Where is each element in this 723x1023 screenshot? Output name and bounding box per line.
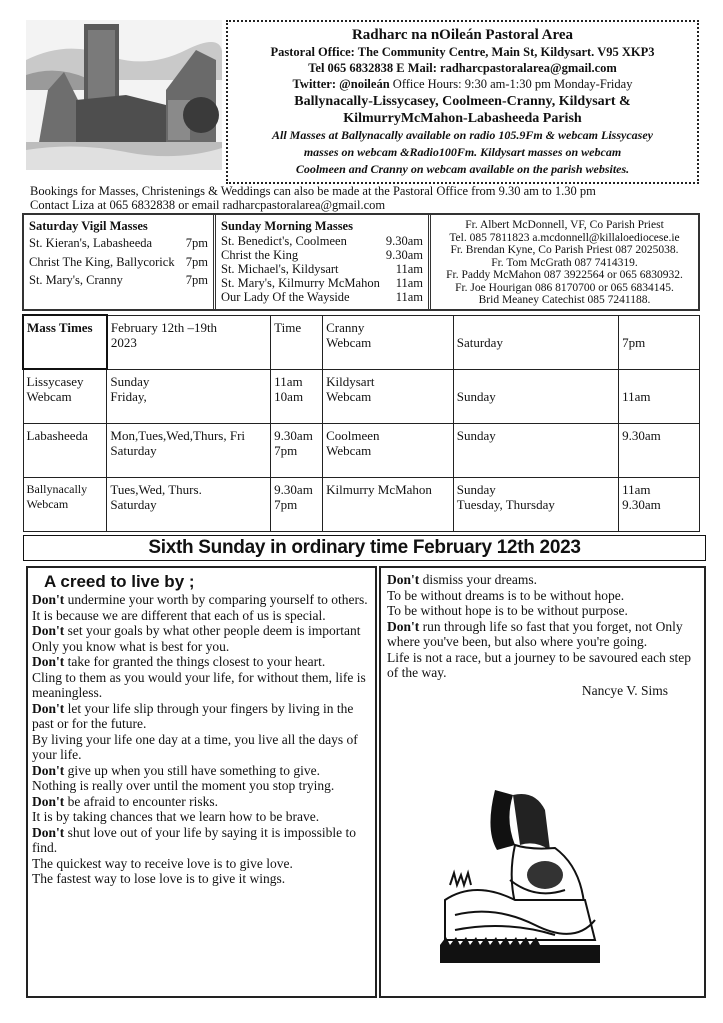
mass-times-cell: Ballynacally Webcam — [23, 477, 107, 531]
clergy-line: Fr. Brendan Kyne, Co Parish Priest 087 2025038. — [450, 244, 679, 256]
mass-times-cell: 11am 10am — [271, 369, 323, 423]
mass-times-cell: Mon,Tues,Wed,Thurs, Fri Saturday — [107, 423, 271, 477]
sunday-morning-masses — [216, 215, 431, 309]
creed-text: set your goals by what other people deem is important — [64, 623, 361, 638]
creed-text: To be without dreams is to be without hope. — [387, 587, 625, 603]
creed-emphasis: Don't — [32, 700, 65, 716]
sunday-mass-item — [221, 290, 423, 304]
clergy-line: Tel. 085 7811823 a.mcdonnell@killaloediocese.ie — [449, 231, 680, 244]
creed-emphasis: Don't — [32, 592, 65, 607]
mass-place: St. Mary's, Kilmurry McMahon — [221, 276, 380, 290]
office-hours: Office Hours: 9:30 am-1:30 pm Monday-Friday — [389, 77, 633, 91]
mass-time: 9.30am — [385, 234, 423, 248]
mass-times-cell: 11am — [619, 369, 700, 423]
creed-line — [32, 763, 371, 779]
creed-emphasis: Don't — [387, 618, 420, 634]
mass-times-cell: Sunday Tuesday, Thursday — [453, 477, 618, 531]
mother-and-child-illustration — [435, 790, 605, 975]
mass-times-header-row — [23, 315, 700, 369]
mass-times-row — [23, 477, 700, 531]
mass-time: 7pm — [185, 273, 208, 287]
mass-times-cell: Time — [271, 315, 323, 369]
church-ruins-illustration — [26, 20, 222, 170]
creed-line — [32, 670, 371, 701]
broadcast-note-line1: All Masses at Ballynacally available on radio 105.9Fm & webcam Lissycasey — [272, 128, 653, 142]
creed-text: Life is not a race, but a journey to be savoured each step of the way. — [387, 649, 692, 680]
mass-place: St. Kieran's, Labasheeda — [29, 236, 153, 250]
creed-emphasis: Don't — [32, 654, 65, 669]
creed-text: To be without hope is to be without purpose. — [387, 603, 628, 618]
bookings-info — [30, 184, 596, 212]
creed-line — [32, 825, 371, 856]
church-ruins-icon — [26, 20, 222, 170]
creed-line — [387, 603, 698, 619]
vigil-heading: Saturday Vigil Masses — [29, 219, 148, 233]
clergy-line: Fr. Tom McGrath 087 7414319. — [491, 256, 638, 269]
creed-text: Nothing is really over until the moment you stop trying. — [32, 778, 335, 793]
creed-text: shut love out of your life by saying it is impossible to find. — [32, 824, 356, 855]
parish-names-line2: KilmurryMcMahon-Labasheeda Parish — [343, 111, 582, 126]
contact-line: Contact Liza at 065 6832838 or email radharcpastoralarea@gmail.com — [30, 198, 386, 212]
mass-place: Christ the King — [221, 248, 299, 262]
clergy-line: Fr. Joe Hourigan 086 8170700 or 065 6834145. — [455, 281, 674, 294]
mass-time: 7pm — [185, 254, 208, 269]
mass-time: 7pm — [185, 236, 208, 250]
vigil-mass-item — [29, 234, 208, 253]
mass-times-cell: Mass Times — [23, 315, 107, 369]
mother-child-icon — [435, 790, 605, 975]
creed-line — [387, 650, 698, 681]
office-contact: Tel 065 6832838 E Mail: radharcpastoralarea@gmail.com — [308, 61, 617, 75]
liturgical-date-banner: Sixth Sunday in ordinary time February 12th 2023 — [23, 535, 706, 561]
creed-emphasis: Don't — [32, 762, 65, 778]
mass-times-cell: Sunday — [453, 369, 618, 423]
creed-emphasis: Don't — [32, 793, 65, 809]
creed-line — [32, 732, 371, 763]
mass-times-row — [23, 423, 700, 477]
vigil-mass-item — [29, 253, 208, 272]
creed-line — [32, 654, 371, 670]
mass-times-cell: Sunday — [453, 423, 618, 477]
mass-place: St. Mary's, Cranny — [29, 273, 123, 287]
sunday-mass-item — [221, 234, 423, 248]
weekend-masses-panel — [22, 213, 700, 311]
broadcast-note-line3: Coolmeen and Cranny on webcam available on the parish websites. — [295, 162, 630, 176]
creed-emphasis: Don't — [32, 623, 65, 638]
creed-text: Cling to them as you would your life, for without them, life is meaningless. — [32, 669, 366, 700]
mass-times-cell: 9.30am 7pm — [271, 423, 323, 477]
mass-times-cell: 11am 9.30am — [619, 477, 700, 531]
creed-line — [32, 809, 371, 825]
creed-author: Nancye V. Sims — [581, 682, 668, 698]
mass-times-cell: Cranny Webcam — [323, 315, 454, 369]
clergy-line: Fr. Albert McDonnell, VF, Co Parish Priest — [465, 219, 664, 231]
creed-line — [32, 778, 371, 794]
mass-time: 11am — [395, 262, 423, 276]
creed-left-column — [26, 566, 377, 998]
creed-line — [32, 856, 371, 872]
creed-line — [32, 639, 371, 655]
office-address: Pastoral Office: The Community Centre, Main St, Kildysart. V95 XKP3 — [270, 45, 655, 59]
mass-place: St. Benedict's, Coolmeen — [221, 234, 347, 248]
creed-text: undermine your worth by comparing yourself to others. — [64, 592, 368, 607]
sunday-heading: Sunday Morning Masses — [221, 219, 353, 233]
mass-times-cell: February 12th –19th 2023 — [107, 315, 271, 369]
saturday-vigil-masses — [24, 215, 216, 309]
sunday-mass-item — [221, 248, 423, 262]
bookings-line: Bookings for Masses, Christenings & Weddings can also be made at the Pastoral Office from 9.30 am to 1.30 pm — [30, 184, 596, 198]
mass-place: Christ The King, Ballycorick — [29, 254, 175, 269]
mass-times-cell: 7pm — [619, 315, 700, 369]
clergy-line: Fr. Paddy McMahon 087 3922564 or 065 6830932. — [446, 269, 683, 281]
clergy-contacts — [431, 215, 698, 309]
creed-line — [387, 619, 698, 650]
mass-time: 11am — [395, 290, 423, 304]
mass-times-cell: Kilmurry McMahon — [323, 477, 454, 531]
twitter-handle[interactable]: Twitter: @noileán — [292, 77, 390, 91]
creed-line — [32, 701, 371, 732]
creed-line — [387, 572, 698, 588]
mass-time: 9.30am — [385, 248, 423, 262]
creed-title: A creed to live by ; — [44, 572, 195, 591]
creed-line — [32, 592, 371, 608]
mass-times-cell: 9.30am 7pm — [271, 477, 323, 531]
mass-times-cell: Lissycasey Webcam — [23, 369, 107, 423]
mass-times-row — [23, 369, 700, 423]
sunday-mass-item — [221, 262, 423, 276]
broadcast-note-line2: masses on webcam &Radio100Fm. Kildysart masses on webcam — [303, 145, 622, 159]
creed-text: It is by taking chances that we learn how to be brave. — [32, 809, 320, 824]
mass-times-table — [22, 314, 700, 532]
creed-text: Only you know what is best for you. — [32, 638, 230, 654]
mass-place: Our Lady Of the Wayside — [221, 290, 350, 304]
creed-line — [32, 871, 371, 887]
creed-text: be afraid to encounter risks. — [64, 793, 218, 809]
pastoral-area-header — [226, 20, 699, 184]
mass-time: 11am — [395, 276, 423, 290]
creed-line — [32, 608, 371, 624]
creed-line — [32, 623, 371, 639]
creed-text: By living your life one day at a time, you live all the days of your life. — [32, 731, 358, 762]
creed-line — [32, 794, 371, 810]
creed-emphasis: Don't — [32, 824, 65, 840]
mass-times-cell: Saturday — [453, 315, 618, 369]
sunday-mass-item — [221, 276, 423, 290]
mass-times-cell: Kildysart Webcam — [323, 369, 454, 423]
creed-emphasis: Don't — [387, 572, 420, 587]
creed-text: dismiss your dreams. — [419, 572, 538, 587]
mass-times-cell: Sunday Friday, — [107, 369, 271, 423]
clergy-line: Brid Meaney Catechist 085 7241188. — [478, 294, 651, 306]
vigil-mass-item — [29, 271, 208, 290]
creed-text: take for granted the things closest to your heart. — [64, 654, 326, 669]
mass-times-cell: Coolmeen Webcam — [323, 423, 454, 477]
mass-times-cell: Tues,Wed, Thurs. Saturday — [107, 477, 271, 531]
creed-text: It is because we are different that each of us is special. — [32, 607, 326, 623]
pastoral-area-title: Radharc na nOileán Pastoral Area — [351, 27, 574, 43]
creed-text: give up when you still have something to give. — [64, 762, 320, 778]
creed-text: The quickest way to receive love is to give love. — [32, 855, 293, 871]
creed-text: let your life slip through your fingers by living in the past or for the future. — [32, 700, 354, 731]
creed-line — [387, 588, 698, 604]
mass-times-cell: Labasheeda — [23, 423, 107, 477]
creed-text: run through life so fast that you forget, not Only where you've been, but also where you're going. — [387, 618, 683, 649]
mass-place: St. Michael's, Kildysart — [221, 262, 339, 276]
parish-names-line1: Ballynacally-Lissycasey, Coolmeen-Cranny, Kildysart & — [294, 94, 631, 109]
creed-text: The fastest way to lose love is to give it wings. — [32, 871, 286, 886]
mass-times-cell: 9.30am — [619, 423, 700, 477]
twitter-and-hours — [228, 76, 697, 93]
